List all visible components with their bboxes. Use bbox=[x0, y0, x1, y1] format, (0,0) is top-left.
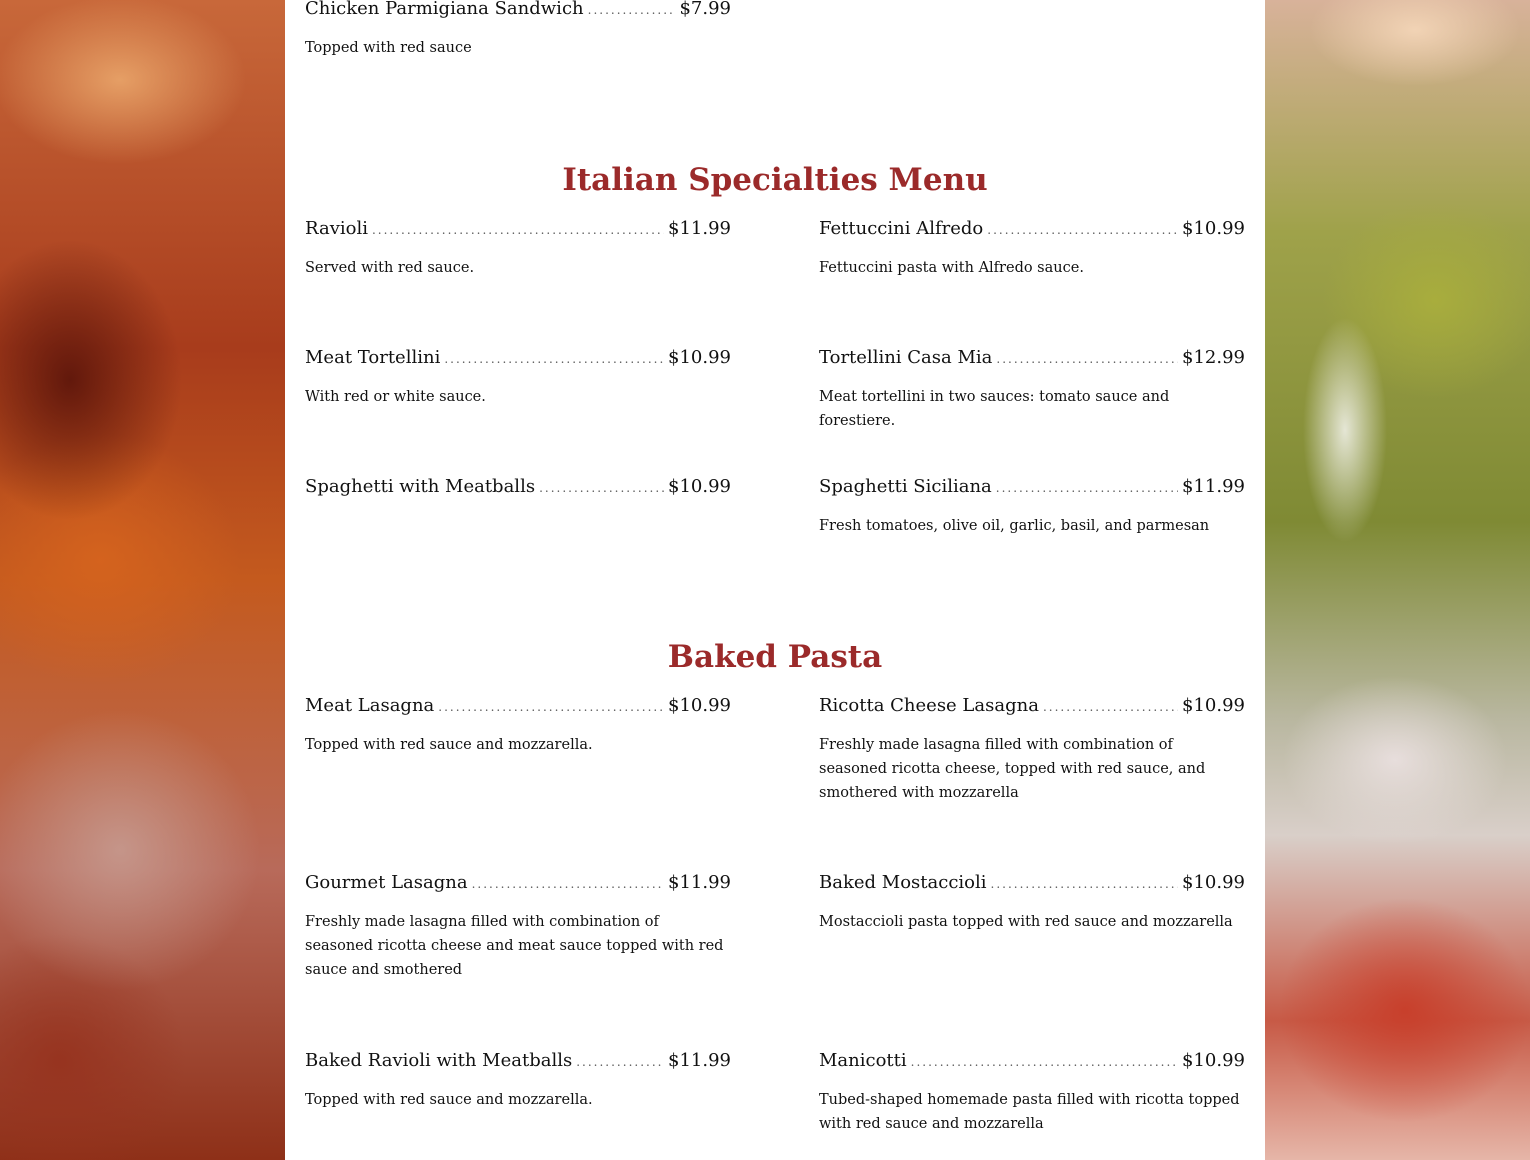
item-description: Mostaccioli pasta topped with red sauce and mozzarella bbox=[819, 914, 1233, 930]
item-name: Ricotta Cheese Lasagna bbox=[819, 695, 1039, 716]
item-name: Meat Tortellini bbox=[305, 347, 441, 368]
item-name: Fettuccini Alfredo bbox=[819, 218, 984, 239]
menu-item bbox=[305, 1050, 731, 1112]
leader-dots bbox=[911, 1051, 1178, 1073]
item-price: $7.99 bbox=[679, 0, 731, 19]
leader-dots bbox=[987, 219, 1178, 241]
item-name: Spaghetti Siciliana bbox=[819, 476, 992, 497]
leader-dots bbox=[996, 477, 1178, 499]
menu-item bbox=[305, 695, 731, 757]
menu-item bbox=[819, 1050, 1245, 1136]
item-description: Topped with red sauce bbox=[305, 40, 472, 56]
leader-dots bbox=[996, 348, 1178, 370]
item-description: Freshly made lasagna filled with combination of seasoned ricotta cheese and meat sauce topped with red sauce and smothered bbox=[305, 914, 724, 978]
menu-item bbox=[819, 476, 1245, 538]
menu-item bbox=[819, 347, 1245, 433]
background-photo-left bbox=[0, 0, 285, 1160]
item-price: $10.99 bbox=[668, 695, 731, 716]
item-price: $10.99 bbox=[1182, 872, 1245, 893]
menu-item bbox=[819, 218, 1245, 280]
item-price: $10.99 bbox=[1182, 695, 1245, 716]
item-name: Chicken Parmigiana Sandwich bbox=[305, 0, 584, 19]
item-name: Manicotti bbox=[819, 1050, 907, 1071]
menu-item bbox=[305, 476, 731, 514]
menu-item bbox=[305, 0, 731, 60]
item-price: $11.99 bbox=[668, 872, 731, 893]
leader-dots bbox=[991, 873, 1179, 895]
item-price: $10.99 bbox=[668, 347, 731, 368]
leader-dots bbox=[472, 873, 664, 895]
leader-dots bbox=[576, 1051, 664, 1073]
item-price: $10.99 bbox=[1182, 1050, 1245, 1071]
item-name: Gourmet Lasagna bbox=[305, 872, 468, 893]
leader-dots bbox=[588, 0, 676, 21]
item-price: $10.99 bbox=[1182, 218, 1245, 239]
leader-dots bbox=[1043, 696, 1178, 718]
item-description: Topped with red sauce and mozzarella. bbox=[305, 1092, 593, 1108]
item-description: With red or white sauce. bbox=[305, 389, 486, 405]
leader-dots bbox=[372, 219, 664, 241]
item-name: Tortellini Casa Mia bbox=[819, 347, 993, 368]
item-description: Freshly made lasagna filled with combination of seasoned ricotta cheese, topped with red sauce, and smothered with mozzarella bbox=[819, 737, 1206, 801]
menu-item bbox=[305, 218, 731, 280]
item-price: $11.99 bbox=[1182, 476, 1245, 497]
item-description: Meat tortellini in two sauces: tomato sauce and forestiere. bbox=[819, 389, 1170, 429]
background-photo-right bbox=[1265, 0, 1530, 1160]
item-description: Topped with red sauce and mozzarella. bbox=[305, 737, 593, 753]
leader-dots bbox=[438, 696, 664, 718]
item-name: Ravioli bbox=[305, 218, 368, 239]
section-title-specialties: Italian Specialties Menu bbox=[562, 162, 988, 198]
item-name: Baked Ravioli with Meatballs bbox=[305, 1050, 573, 1071]
item-name: Spaghetti with Meatballs bbox=[305, 476, 536, 497]
item-name: Meat Lasagna bbox=[305, 695, 435, 716]
menu-panel bbox=[285, 0, 1265, 1160]
leader-dots bbox=[444, 348, 664, 370]
item-price: $11.99 bbox=[668, 1050, 731, 1071]
section-title-baked-pasta: Baked Pasta bbox=[667, 639, 883, 675]
leader-dots bbox=[539, 477, 664, 499]
item-name: Baked Mostaccioli bbox=[819, 872, 987, 893]
item-description: Fettuccini pasta with Alfredo sauce. bbox=[819, 260, 1084, 276]
menu-item bbox=[305, 347, 731, 409]
item-price: $11.99 bbox=[668, 218, 731, 239]
item-price: $10.99 bbox=[668, 476, 731, 497]
item-description: Tubed-shaped homemade pasta filled with ricotta topped with red sauce and mozzarella bbox=[819, 1092, 1240, 1132]
menu-item bbox=[305, 872, 731, 982]
item-description: Served with red sauce. bbox=[305, 260, 475, 276]
item-price: $12.99 bbox=[1182, 347, 1245, 368]
menu-item bbox=[819, 695, 1245, 805]
item-description: Fresh tomatoes, olive oil, garlic, basil, and parmesan bbox=[819, 518, 1210, 534]
menu-item bbox=[819, 872, 1245, 934]
